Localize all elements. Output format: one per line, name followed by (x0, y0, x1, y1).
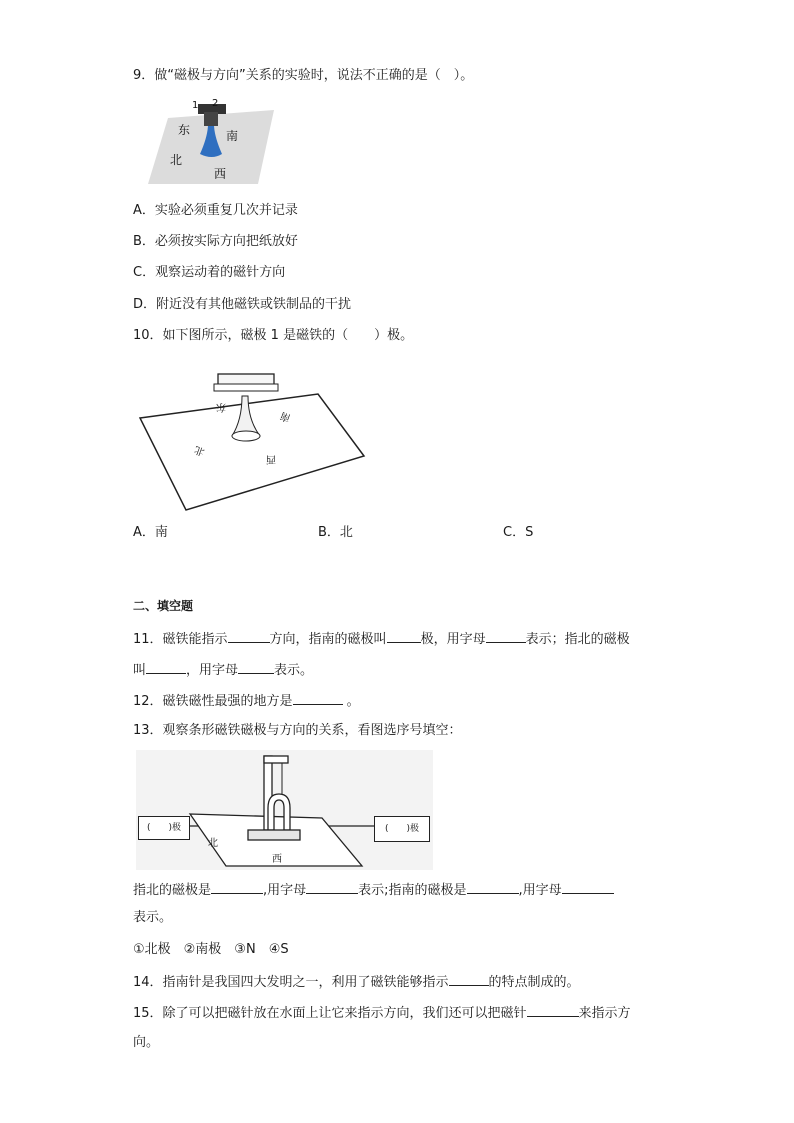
q13-blank-4[interactable] (562, 879, 614, 894)
q11-blank-3[interactable] (486, 628, 526, 643)
q12-blank[interactable] (293, 690, 343, 705)
q11-text-3: 极，用字母 (420, 632, 486, 647)
q10-stem: 10．如下图所示，磁极 1 是磁铁的（ ）极。 (133, 328, 414, 343)
q10-option-a: A．南 (133, 525, 168, 540)
q9-label-1: 1 (192, 100, 199, 111)
q10-figure (136, 360, 368, 514)
q13-label-north: 北 (208, 838, 218, 849)
q13-figure (136, 750, 433, 870)
q10-option-b: B．北 (318, 525, 353, 540)
q13-stem: 13．观察条形磁铁磁极与方向的关系，看图选序号填空： (133, 723, 462, 738)
q9-label-2: 2 (212, 98, 219, 109)
q14-blank[interactable] (449, 971, 489, 986)
q13-stand-base (248, 830, 300, 840)
q10-mark-3: 北 (192, 443, 207, 458)
q15-text-1: 15．除了可以把磁针放在水面上让它来指示方向，我们还可以把磁针 (133, 1006, 527, 1021)
q9-label-west: 西 (214, 167, 227, 181)
q11-text-2: 方向，指南的磁极叫 (269, 632, 387, 647)
q13-text-4: ,用字母 (518, 883, 562, 898)
q13-left-box: ( )极 (138, 816, 190, 840)
q11-blank-4[interactable] (146, 659, 186, 674)
q11-text-1: 11．磁铁能指示 (133, 632, 228, 647)
q11-text-5: 叫 (133, 663, 147, 678)
q9-stem: 9．做“磁极与方向”关系的实验时，说法不正确的是（ ）。 (133, 68, 474, 83)
q9-label-north: 北 (170, 153, 183, 167)
q14-line (133, 971, 580, 993)
q13-line1 (133, 879, 614, 901)
q10-mark-4: 西 (266, 453, 276, 464)
q13-text-5: 表示。 (133, 910, 173, 925)
q12-text-1: 12．磁铁磁性最强的地方是 (133, 694, 293, 709)
q11-line1 (133, 628, 630, 650)
q13-label-west: 西 (272, 854, 282, 865)
q11-blank-1[interactable] (228, 628, 270, 643)
q13-choices: ①北极 ②南极 ③N ④S (133, 942, 289, 957)
q13-text-3: 表示;指南的磁极是 (358, 883, 467, 898)
section-2-title: 二、填空题 (133, 599, 194, 613)
q13-blank-1[interactable] (211, 879, 263, 894)
q13-blank-2[interactable] (306, 879, 358, 894)
q14-text-2: 的特点制成的。 (488, 975, 580, 990)
q10-paper (140, 394, 364, 510)
q10-magnet-base (214, 384, 278, 391)
q13-stand-arm (264, 756, 288, 763)
q9-label-east: 东 (178, 123, 191, 137)
q15-line1 (133, 1002, 631, 1024)
q9-option-c: C．观察运动着的磁针方向 (133, 265, 286, 280)
q11-text-6: ，用字母 (186, 663, 239, 678)
q15-text-2: 来指示方 (578, 1006, 631, 1021)
q9-label-south: 南 (226, 129, 239, 143)
q13-text-1: 指北的磁极是 (133, 883, 212, 898)
q11-text-4: 表示；指北的磁极 (525, 632, 630, 647)
q9-option-d: D．附近没有其他磁铁或铁制品的干扰 (133, 297, 352, 312)
q13-blank-3[interactable] (467, 879, 519, 894)
q10-option-c: C．S (503, 525, 534, 540)
q11-text-7: 表示。 (274, 663, 314, 678)
q10-stand-base (232, 431, 260, 441)
q10-mark-2: 南 (278, 409, 293, 424)
q10-mark-1: 东 (216, 401, 226, 412)
q9-option-b: B．必须按实际方向把纸放好 (133, 234, 298, 249)
q12-line (133, 690, 360, 712)
q13-text-2: ,用字母 (263, 883, 307, 898)
q14-text-1: 14．指南针是我国四大发明之一，利用了磁铁能够指示 (133, 975, 449, 990)
q9-option-a: A．实验必须重复几次并记录 (133, 203, 298, 218)
q11-line2 (133, 659, 313, 681)
q11-blank-5[interactable] (238, 659, 274, 674)
q9-magnet-holder (204, 112, 218, 126)
q15-text-3: 向。 (133, 1035, 160, 1050)
q13-right-box: ( )极 (374, 816, 430, 842)
q12-text-2: 。 (342, 694, 360, 709)
q9-figure (148, 96, 274, 188)
q11-blank-2[interactable] (387, 628, 421, 643)
q15-blank[interactable] (527, 1002, 579, 1017)
